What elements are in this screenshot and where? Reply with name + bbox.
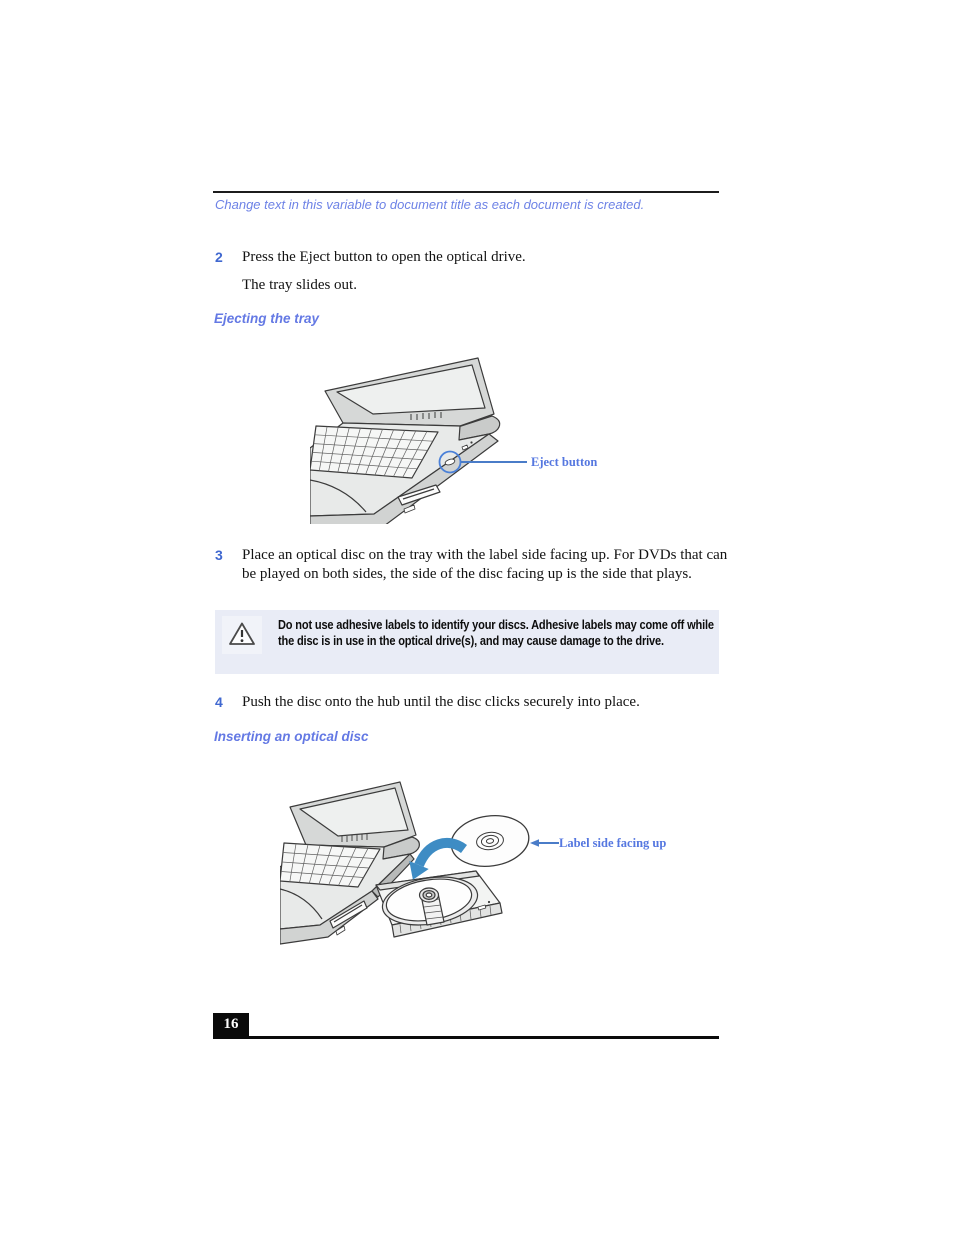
- disc-insertion-illustration: [280, 779, 660, 959]
- step-2-number: 2: [215, 249, 223, 265]
- step-3-text: Place an optical disc on the tray with the label side facing up. For DVDs that can be played on both sides, the side of the disc facing up is the side that plays.: [242, 547, 728, 582]
- warning-triangle-icon: [228, 621, 256, 647]
- step-2-result: The tray slides out.: [242, 277, 357, 293]
- warning-text: Do not use adhesive labels to identify your discs. Adhesive labels may come off while the disc is in use in the optical drive(s), and may cause damage to the drive.: [278, 617, 714, 648]
- page-number-badge: 16: [213, 1013, 249, 1036]
- disc-callout-line: [530, 839, 559, 846]
- header-variable-note: Change text in this variable to document title as each document is created.: [215, 197, 645, 212]
- step-4-text: Push the disc onto the hub until the disc clicks securely into place.: [242, 694, 640, 710]
- label-side-facing-up-label: Label side facing up: [559, 836, 667, 850]
- step-4-number: 4: [215, 694, 223, 710]
- figure1-caption: Ejecting the tray: [214, 311, 320, 326]
- footer-rule: [213, 1036, 719, 1039]
- warning-note: [215, 610, 719, 674]
- eject-button-label: Eject button: [531, 455, 598, 469]
- laptop-eject-illustration: [310, 356, 520, 524]
- figure2-caption: Inserting an optical disc: [214, 729, 369, 744]
- step-2-text: Press the Eject button to open the optical drive.: [242, 249, 526, 265]
- eject-callout-line: [461, 461, 527, 463]
- header-rule: [213, 191, 719, 193]
- step-3-number: 3: [215, 547, 223, 563]
